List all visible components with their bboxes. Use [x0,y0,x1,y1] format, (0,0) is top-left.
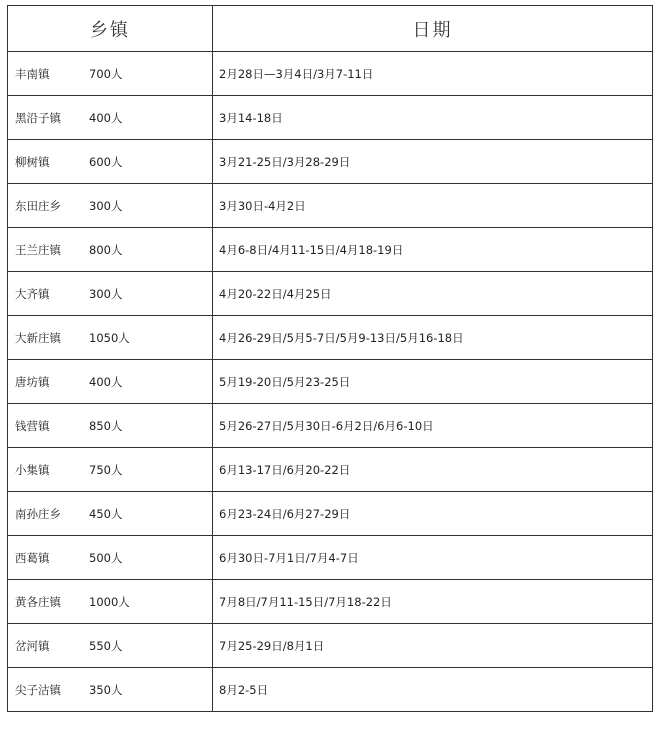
table-row [8,404,653,448]
town-count: 350人 [89,682,123,697]
table-row [8,272,653,316]
town-cell [8,228,213,272]
date-cell: 6月13-17日/6月20-22日 [213,448,653,492]
town-cell [8,360,213,404]
town-name: 王兰庄镇 [15,242,61,257]
town-cell [8,316,213,360]
table-row [8,96,653,140]
town-cell [8,668,213,712]
town-count: 400人 [89,110,123,125]
town-name: 丰南镇 [15,66,50,81]
table-row [8,52,653,96]
table-row [8,668,653,712]
town-count: 1050人 [89,330,130,345]
table-row [8,448,653,492]
town-count: 1000人 [89,594,130,609]
date-cell: 5月26-27日/5月30日-6月2日/6月6-10日 [213,404,653,448]
town-count: 400人 [89,374,123,389]
table-row [8,492,653,536]
town-name: 唐坊镇 [15,374,50,389]
town-cell [8,184,213,228]
date-cell: 7月25-29日/8月1日 [213,624,653,668]
town-name: 岔河镇 [15,638,50,653]
header-row [8,6,653,52]
table-row [8,360,653,404]
town-name: 大齐镇 [15,286,50,301]
town-cell [8,272,213,316]
date-cell: 2月28日—3月4日/3月7-11日 [213,52,653,96]
town-count: 500人 [89,550,123,565]
date-cell: 4月6-8日/4月11-15日/4月18-19日 [213,228,653,272]
town-cell [8,624,213,668]
date-cell: 8月2-5日 [213,668,653,712]
town-name: 黄各庄镇 [15,594,61,609]
town-count: 600人 [89,154,123,169]
town-name: 东田庄乡 [15,198,61,213]
town-cell [8,404,213,448]
town-cell [8,580,213,624]
town-cell [8,52,213,96]
town-name: 柳树镇 [15,154,50,169]
town-count: 800人 [89,242,123,257]
town-name: 南孙庄乡 [15,506,61,521]
date-cell: 3月30日-4月2日 [213,184,653,228]
date-cell: 3月14-18日 [213,96,653,140]
town-name: 西葛镇 [15,550,50,565]
date-cell: 7月8日/7月11-15日/7月18-22日 [213,580,653,624]
date-cell: 3月21-25日/3月28-29日 [213,140,653,184]
town-name: 钱营镇 [15,418,50,433]
table-row [8,184,653,228]
table-row [8,580,653,624]
table-body [8,52,653,712]
town-cell [8,492,213,536]
table-row [8,140,653,184]
table-header [8,6,653,52]
date-cell: 4月20-22日/4月25日 [213,272,653,316]
town-count: 700人 [89,66,123,81]
town-name: 尖子沽镇 [15,682,61,697]
town-count: 450人 [89,506,123,521]
town-name: 大新庄镇 [15,330,61,345]
date-cell: 4月26-29日/5月5-7日/5月9-13日/5月16-18日 [213,316,653,360]
table-row [8,316,653,360]
town-count: 300人 [89,198,123,213]
schedule-table [7,5,653,712]
town-count: 300人 [89,286,123,301]
date-cell: 5月19-20日/5月23-25日 [213,360,653,404]
table-row [8,536,653,580]
header-dates: 日期 [213,6,653,52]
date-cell: 6月30日-7月1日/7月4-7日 [213,536,653,580]
town-name: 黑沿子镇 [15,110,61,125]
town-cell [8,448,213,492]
town-count: 550人 [89,638,123,653]
table-row [8,228,653,272]
town-name: 小集镇 [15,462,50,477]
town-count: 750人 [89,462,123,477]
town-cell [8,536,213,580]
header-town: 乡镇 [8,6,213,52]
date-cell: 6月23-24日/6月27-29日 [213,492,653,536]
town-count: 850人 [89,418,123,433]
table-row [8,624,653,668]
town-cell [8,96,213,140]
town-cell [8,140,213,184]
